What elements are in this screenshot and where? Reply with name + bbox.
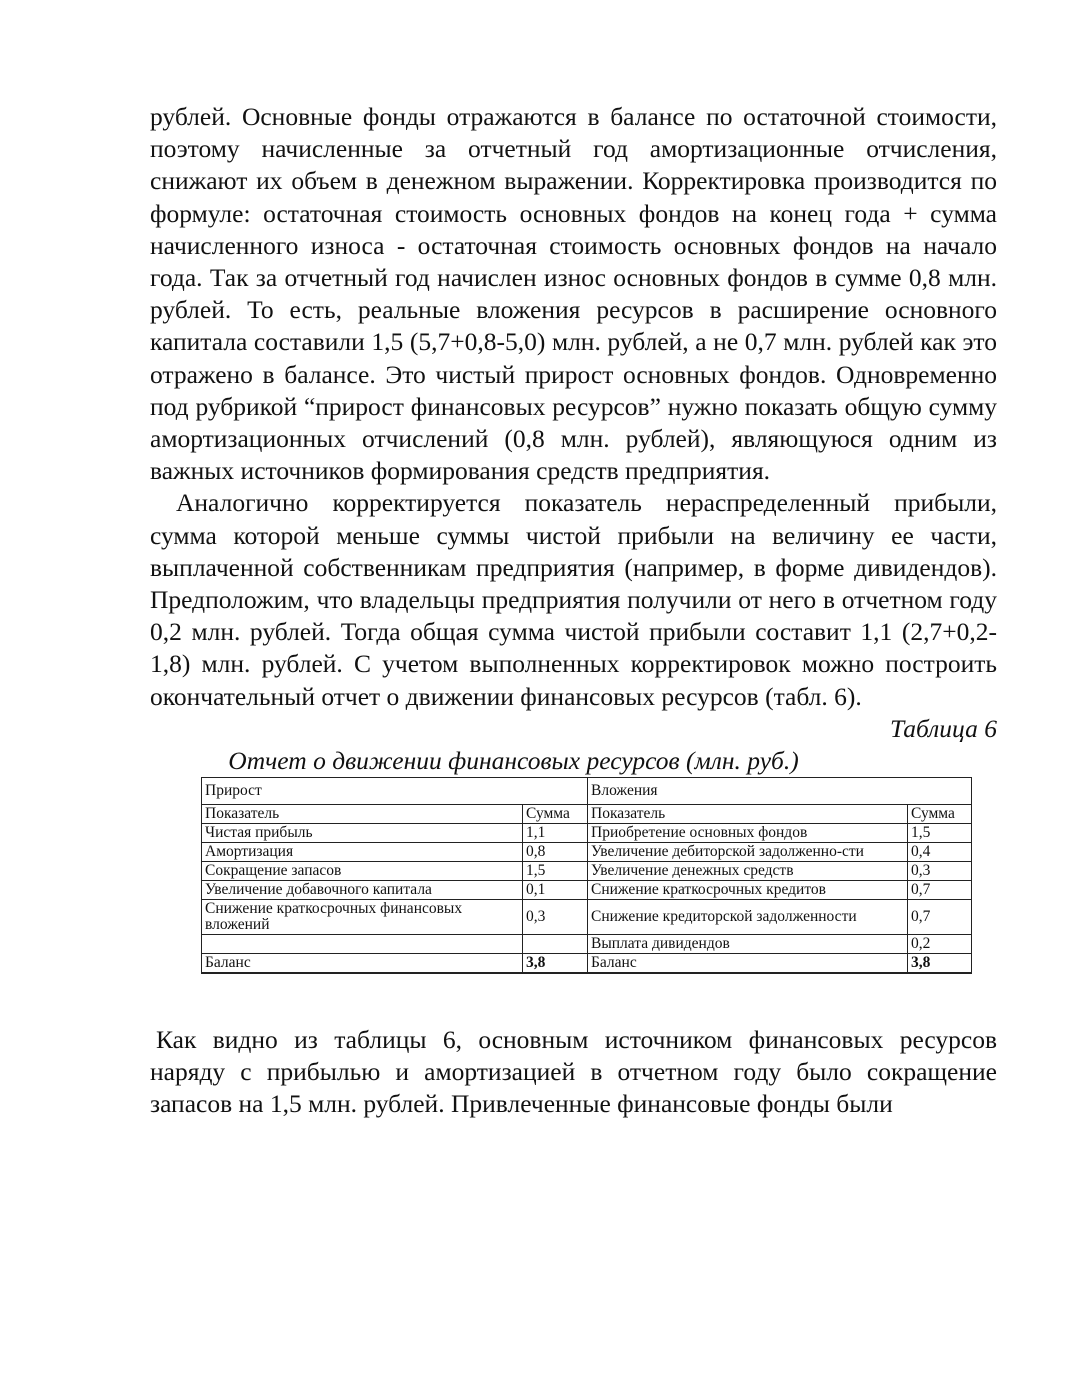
row-right-sum: 0,7 xyxy=(908,880,972,899)
row-right-sum: 1,5 xyxy=(908,823,972,842)
row-left-indicator: Чистая прибыль xyxy=(202,823,523,842)
row-left-sum: 0,8 xyxy=(523,842,588,861)
table-row xyxy=(202,899,972,934)
table-balance-row xyxy=(202,953,972,973)
table-row xyxy=(202,861,972,880)
table-row xyxy=(202,934,972,953)
row-left-sum: 1,5 xyxy=(523,861,588,880)
row-right-indicator: Выплата дивидендов xyxy=(588,934,908,953)
row-right-indicator: Увеличение дебиторской задолженно-сти xyxy=(588,842,908,861)
row-right-sum: 0,7 xyxy=(908,899,972,934)
column-header-sum-left: Сумма xyxy=(523,804,588,823)
table-column-header-row xyxy=(202,804,972,823)
row-right-indicator: Снижение кредиторской задолженности xyxy=(588,899,908,934)
column-header-sum-right: Сумма xyxy=(908,804,972,823)
balance-left-sum: 3,8 xyxy=(523,953,588,973)
row-right-sum: 0,4 xyxy=(908,842,972,861)
financial-resources-table-wrap xyxy=(201,777,971,974)
document-page xyxy=(150,101,997,1120)
row-left-indicator: Сокращение запасов xyxy=(202,861,523,880)
row-left-indicator xyxy=(202,934,523,953)
row-right-sum: 0,3 xyxy=(908,861,972,880)
table-row xyxy=(202,880,972,899)
row-left-indicator: Увеличение добавочного капитала xyxy=(202,880,523,899)
paragraph-depreciation: рублей. Основные фонды отражаются в балансе по остаточной стоимости, поэтому начисленные за отчетный год амортизационные отчисления, снижают их объем в денежном выражении. Корректировка производится по формуле: остаточная стоимость основных фондов на конец года + сумма начисленного износа - остаточная стоимость основных фондов на начало года. Так за отчетный год начислен износ основных фондов в сумме 0,8 млн. рублей. То есть, реальные вложения ресурсов в расширение основного капитала составили 1,5 (5,7+0,8-5,0) млн. рублей, а не 0,7 млн. рублей как это отражено в балансе. Это чистый прирост основных фондов. Одновременно под рубрикой “прирост финансовых ресурсов” нужно показать общую сумму амортизационных отчислений (0,8 млн. рублей), являющуюся одним из важных источников формирования средств предприятия. xyxy=(150,102,997,486)
table-row xyxy=(202,823,972,842)
row-right-indicator: Увеличение денежных средств xyxy=(588,861,908,880)
row-left-sum: 0,1 xyxy=(523,880,588,899)
row-left-indicator: Снижение краткосрочных финансовых вложений xyxy=(202,899,523,934)
row-left-sum: 0,3 xyxy=(523,899,588,934)
row-left-indicator: Амортизация xyxy=(202,842,523,861)
row-right-indicator: Снижение краткосрочных кредитов xyxy=(588,880,908,899)
balance-left-label: Баланс xyxy=(202,953,523,973)
row-right-indicator: Приобретение основных фондов xyxy=(588,823,908,842)
balance-right-sum: 3,8 xyxy=(908,953,972,973)
row-left-sum: 1,1 xyxy=(523,823,588,842)
paragraph-conclusion: Как видно из таблицы 6, основным источником финансовых ресурсов наряду с прибылью и амортизацией в отчетном году было сокращение запасов на 1,5 млн. рублей. Привлеченные финансовые фонды были xyxy=(150,1024,997,1119)
row-right-sum: 0,2 xyxy=(908,934,972,953)
financial-resources-table xyxy=(201,777,972,974)
table-label: Таблица 6 xyxy=(889,713,997,743)
column-header-indicator-right: Показатель xyxy=(588,804,908,823)
balance-right-label: Баланс xyxy=(588,953,908,973)
table-title: Отчет о движении финансовых ресурсов (млн. руб.) xyxy=(228,745,799,775)
table-row xyxy=(202,842,972,861)
paragraph-profit-adjustment: Аналогично корректируется показатель нераспределенный прибыли, сумма которой меньше суммы чистой прибыли на величину ее части, выплаченной собственникам предприятия (например, в форме дивидендов). Предположим, что владельцы предприятия получили от него в отчетном году 0,2 млн. рублей. Тогда общая сумма чистой прибыли составит 1,1 (2,7+0,2-1,8) млн. рублей. С учетом выполненных корректировок можно построить окончательный отчет о движении финансовых ресурсов (табл. 6). xyxy=(150,488,997,711)
row-left-sum xyxy=(523,934,588,953)
group-header-investment: Вложения xyxy=(588,777,972,804)
group-header-increase: Прирост xyxy=(202,777,588,804)
table-group-header-row xyxy=(202,777,972,804)
column-header-indicator-left: Показатель xyxy=(202,804,523,823)
